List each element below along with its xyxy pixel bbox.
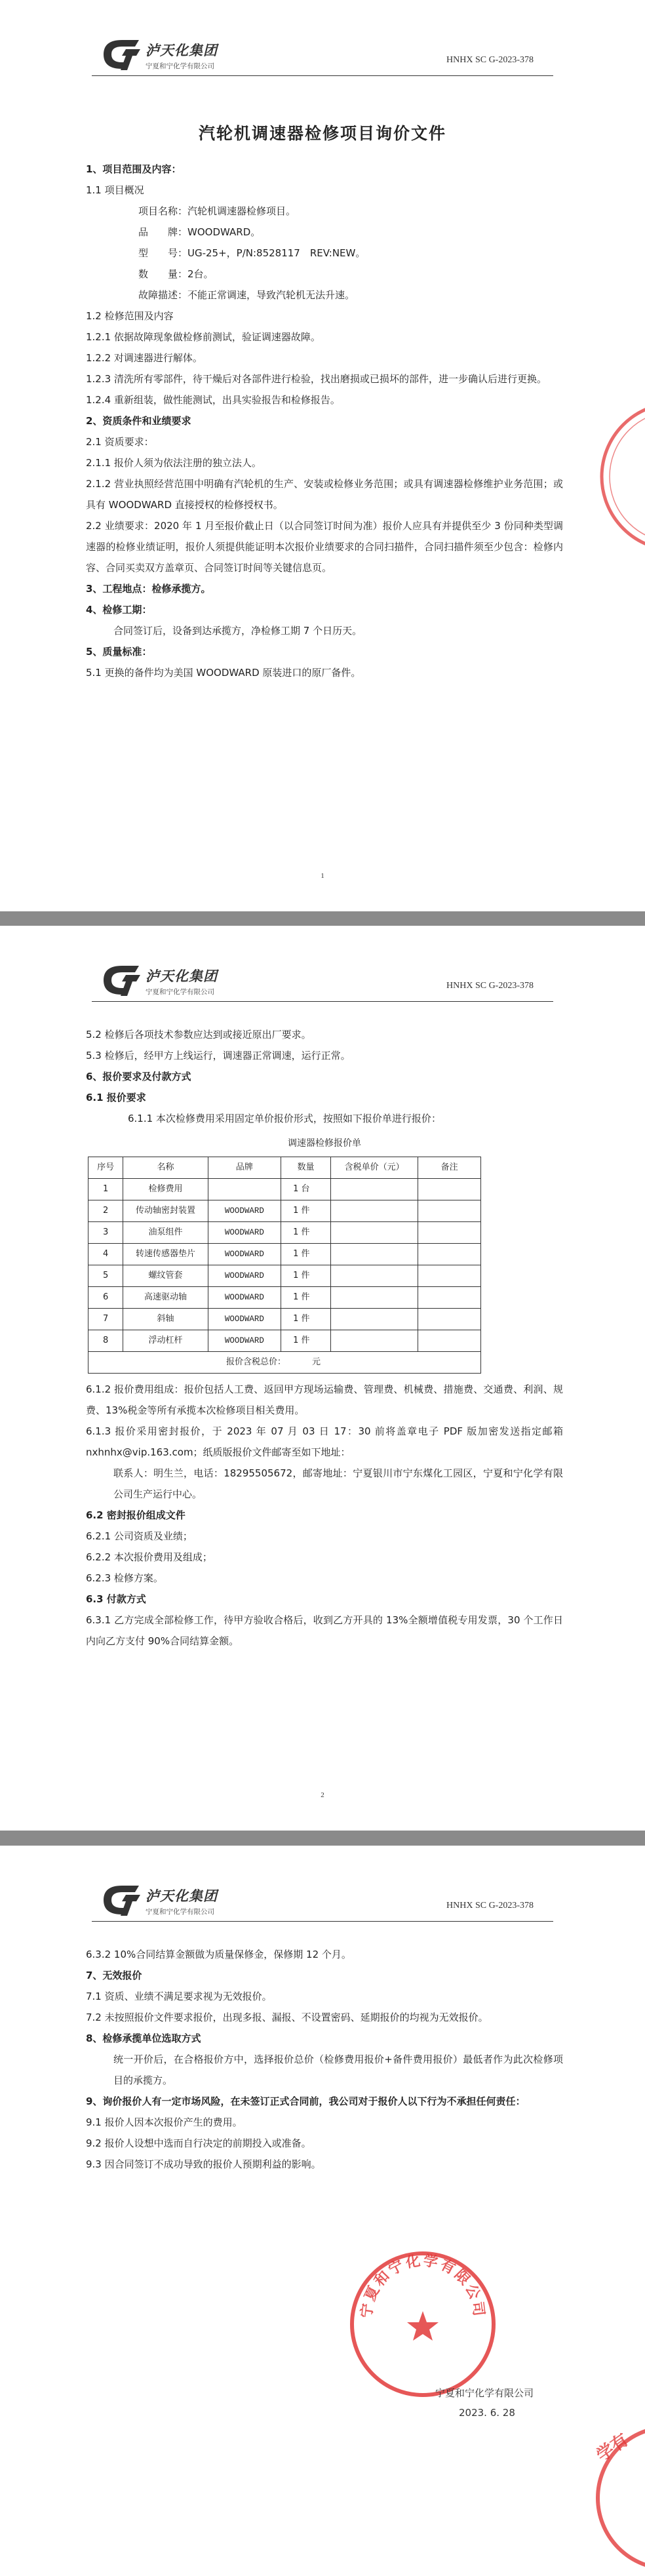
page-3 [0, 1846, 645, 2576]
table-cell: WOODWARD [208, 1200, 281, 1222]
logo-mark-icon [100, 1882, 143, 1920]
table-cell: WOODWARD [208, 1330, 281, 1352]
paragraph-line: 故障描述：不能正常调速，导致汽轮机无法升速。 [138, 289, 355, 301]
paragraph-line: 9.3 因合同签订不成功导致的报价人预期利益的影响。 [86, 2158, 321, 2170]
paragraph-line: 7、无效报价 [86, 1970, 142, 1981]
table-cell: 浮动杠杆 [123, 1330, 208, 1352]
table-cell: 1 [88, 1179, 123, 1200]
paragraph-line: 6.2.3 检修方案。 [86, 1572, 163, 1584]
table-cell: 1 台 [281, 1179, 331, 1200]
header-divider [92, 1921, 553, 1922]
table-cell: 1 件 [281, 1330, 331, 1352]
signature-block [435, 2383, 534, 2423]
table-cell: 6 [88, 1287, 123, 1309]
table-cell: 1 件 [281, 1222, 331, 1244]
paragraph-line: 6.2 密封报价组成文件 [86, 1509, 186, 1521]
table-row [88, 1244, 481, 1265]
table-cell [330, 1287, 418, 1309]
paragraph-line: 5.1 更换的备件均为美国 WOODWARD 原装进口的原厂备件。 [86, 667, 361, 679]
paragraph-line: 1、项目范围及内容： [86, 163, 182, 175]
table-row [88, 1222, 481, 1244]
logo-name: 泸天化集团 [146, 968, 218, 984]
paragraph-line: 6、报价要求及付款方式 [86, 1071, 191, 1082]
table-cell: 传动轴密封装置 [123, 1200, 208, 1222]
table-cell: 1 件 [281, 1287, 331, 1309]
table-cell: 斜轴 [123, 1309, 208, 1330]
paragraph-line: 8、检修承揽单位选取方式 [86, 2032, 201, 2044]
official-seal [347, 2249, 498, 2402]
paragraph-line: 统一开价后，在合格报价方中，选择报价总价（检修费用报价+备件费用报价）最低者作为此次检修项目的承揽方。 [113, 2053, 563, 2086]
table-header-cell: 备注 [418, 1157, 481, 1179]
paragraph-line: 5、质量标准： [86, 646, 152, 658]
logo-subtitle: 宁夏和宁化学有限公司 [146, 987, 214, 996]
table-cell: 1 件 [281, 1265, 331, 1287]
official-seal-partial [590, 2423, 645, 2576]
signature-company: 宁夏和宁化学有限公司 [435, 2387, 534, 2399]
table-cell [330, 1244, 418, 1265]
paragraph-line: 1.2.4 重新组装，做性能测试，出具实验报告和检修报告。 [86, 394, 340, 406]
table-cell: WOODWARD [208, 1244, 281, 1265]
table-header-cell: 序号 [88, 1157, 123, 1179]
page-1 [0, 0, 645, 911]
signature-date: 2023. 6. 28 [458, 2407, 515, 2419]
header-divider [92, 75, 553, 76]
table-cell [418, 1244, 481, 1265]
paragraph-line: 2.1.2 营业执照经营范围中明确有汽轮机的生产、安装或检修业务范围；或具有调速器检修维护业务范围；或具有 WOODWARD 直接授权的检修授权书。 [86, 478, 563, 511]
paragraph-line: 6.2.2 本次报价费用及组成； [86, 1551, 212, 1563]
table-cell [418, 1222, 481, 1244]
total-label: 报价含税总价： [226, 1357, 286, 1367]
logo-subtitle: 宁夏和宁化学有限公司 [146, 1907, 214, 1916]
official-seal-partial [583, 401, 645, 555]
table-row [88, 1179, 481, 1200]
table-row [88, 1287, 481, 1309]
table-cell: 3 [88, 1222, 123, 1244]
paragraph-line: 6.3.2 10%合同结算金额做为质量保修金，保修期 12 个月。 [86, 1949, 351, 1960]
paragraph-line: 4、检修工期： [86, 604, 152, 616]
page-number: 2 [321, 1791, 324, 1799]
paragraph-line: 2.1 资质要求： [86, 436, 154, 448]
document-code: HNHX SC G-2023-378 [446, 981, 534, 991]
table-cell [418, 1179, 481, 1200]
document-title: 汽轮机调速器检修项目询价文件 [198, 124, 446, 143]
table-cell [330, 1330, 418, 1352]
paragraph-line: 9、询价报价人有一定市场风险，在未签订正式合同前，我公司对于报价人以下行为不承担任何责任： [86, 2095, 526, 2107]
logo-name: 泸天化集团 [146, 43, 218, 58]
table-cell [330, 1309, 418, 1330]
table-row [88, 1309, 481, 1330]
logo-name: 泸天化集团 [146, 1888, 218, 1904]
table-row [88, 1200, 481, 1222]
logo-mark-icon [100, 962, 143, 1000]
table-cell [330, 1179, 418, 1200]
paragraph-line: 3、工程地点：检修承揽方。 [86, 583, 211, 595]
seal-text: 宁夏和宁化学有限公司 [359, 2252, 487, 2319]
paragraph-line: 1.2.3 清洗所有零部件，待干燥后对各部件进行检验，找出磨损或已损坏的部件，进一步确认后进行更换。 [86, 373, 547, 385]
paragraph-line: 1.2.1 依据故障现象做检修前测试，验证调速器故障。 [86, 331, 321, 343]
table-cell: 转速传感器垫片 [123, 1244, 208, 1265]
company-logo [100, 35, 218, 75]
table-cell: 2 [88, 1200, 123, 1222]
table-cell [330, 1222, 418, 1244]
table-cell: 1 件 [281, 1200, 331, 1222]
paragraph-line: 1.2 检修范围及内容 [86, 310, 174, 322]
table-cell [418, 1265, 481, 1287]
paragraph-line: 6.1.2 报价费用组成：报价包括人工费、返回甲方现场运输费、管理费、机械费、措施费、交通费、利润、规费、13%税金等所有承揽本次检修项目相关费用。 [86, 1383, 563, 1416]
document-code: HNHX SC G-2023-378 [446, 1901, 534, 1911]
table-cell: 1 件 [281, 1244, 331, 1265]
page-number: 1 [321, 872, 324, 880]
table-cell: 8 [88, 1330, 123, 1352]
paragraph-line: 项目名称：汽轮机调速器检修项目。 [138, 205, 296, 217]
table-cell [418, 1200, 481, 1222]
table-cell [418, 1309, 481, 1330]
paragraph-line: 6.1 报价要求 [86, 1092, 146, 1103]
table-cell: 油泵组件 [123, 1222, 208, 1244]
table-cell [330, 1265, 418, 1287]
table-cell [208, 1179, 281, 1200]
paragraph-line: 6.3.1 乙方完成全部检修工作，待甲方验收合格后，收到乙方开具的 13%全额增值税专用发票，30 个工作日内向乙方支付 90%合同结算金额。 [86, 1614, 563, 1647]
table-cell [418, 1287, 481, 1309]
table-cell: WOODWARD [208, 1309, 281, 1330]
paragraph-line: 1.1 项目概况 [86, 184, 144, 196]
page-header [92, 955, 553, 1002]
table-cell: 5 [88, 1265, 123, 1287]
table-cell: 4 [88, 1244, 123, 1265]
page-2 [0, 926, 645, 1831]
paragraph-line: 1.2.2 对调速器进行解体。 [86, 352, 203, 364]
paragraph-line: 6.2.1 公司资质及业绩； [86, 1530, 193, 1542]
seal-partial-text: 学有 [593, 2430, 633, 2466]
table-cell: 螺纹管套 [123, 1265, 208, 1287]
table-header-cell: 含税单价（元） [330, 1157, 418, 1179]
table-header-cell: 品牌 [208, 1157, 281, 1179]
logo-mark-icon [100, 36, 143, 74]
svg-text:宁夏和宁化学有限公司 [359, 2252, 487, 2319]
table-cell [330, 1200, 418, 1222]
paragraph-line: 9.2 报价人设想中选而自行决定的前期投入或准备。 [86, 2137, 311, 2149]
page-3-body [86, 1944, 563, 2175]
total-unit: 元 [312, 1357, 321, 1367]
table-header-cell: 名称 [123, 1157, 208, 1179]
paragraph-line: 联系人：明生兰，电话：18295505672，邮寄地址：宁夏银川市宁东煤化工园区，宁夏和宁化学有限公司生产运行中心。 [113, 1467, 563, 1500]
paragraph-line: 品 牌：WOODWARD。 [138, 226, 261, 238]
paragraph-line: 9.1 报价人因本次报价产生的费用。 [86, 2116, 243, 2128]
paragraph-line: 6.3 付款方式 [86, 1593, 146, 1605]
table-cell: WOODWARD [208, 1222, 281, 1244]
paragraph-line: 6.1.3 报价采用密封报价，于 2023 年 07 月 03 日 17：30 前将盖章电子 PDF 版加密发送指定邮箱 nxhnhx@vip.163.com；纸质版报价文件邮寄至如下地址： [86, 1425, 563, 1458]
page-1-body [86, 159, 563, 683]
paragraph-line: 5.3 检修后，经甲方上线运行，调速器正常调速，运行正常。 [86, 1050, 351, 1061]
page-header [92, 1874, 553, 1922]
paragraph-line: 7.1 资质、业绩不满足要求视为无效报价。 [86, 1991, 272, 2002]
quote-table-caption: 调速器检修报价单 [288, 1138, 361, 1149]
table-header-cell: 数量 [281, 1157, 331, 1179]
table-cell: 高速驱动轴 [123, 1287, 208, 1309]
paragraph-line: 合同签订后，设备到达承揽方，净检修工期 7 个日历天。 [113, 625, 362, 637]
table-row [88, 1330, 481, 1352]
paragraph-line: 6.1.1 本次检修费用采用固定单价报价形式，按照如下报价单进行报价： [128, 1113, 441, 1124]
table-cell: 1 件 [281, 1309, 331, 1330]
paragraph-line: 数 量：2台。 [138, 268, 214, 280]
table-cell: 7 [88, 1309, 123, 1330]
paragraph-line: 型 号：UG-25+，P/N:8528117 REV:NEW。 [138, 247, 366, 259]
quote-table [88, 1157, 481, 1374]
paragraph-line: 2、资质条件和业绩要求 [86, 415, 191, 427]
paragraph-line: 5.2 检修后各项技术参数应达到或接近原出厂要求。 [86, 1029, 311, 1040]
table-cell: 检修费用 [123, 1179, 208, 1200]
table-row [88, 1265, 481, 1287]
paragraph-line: 2.2 业绩要求：2020 年 1 月至报价截止日（以合同签订时间为准）报价人应具有并提供至少 3 份同种类型调速器的检修业绩证明，报价人须提供能证明本次报价业绩要求的合同扫描件，合同扫描件须至少包含：检修内容、合同买卖双方盖章页、合同签订时间等关键信息页。 [86, 520, 563, 574]
table-total-row [88, 1352, 481, 1374]
logo-subtitle: 宁夏和宁化学有限公司 [146, 62, 214, 70]
company-logo [100, 1881, 218, 1920]
paragraph-line: 2.1.1 报价人须为依法注册的独立法人。 [86, 457, 262, 469]
page-2-body [86, 1024, 563, 1652]
table-cell [418, 1330, 481, 1352]
table-cell: WOODWARD [208, 1287, 281, 1309]
table-cell: WOODWARD [208, 1265, 281, 1287]
company-logo [100, 961, 218, 1001]
document-code: HNHX SC G-2023-378 [446, 55, 534, 65]
page-header [92, 29, 553, 76]
paragraph-line: 7.2 未按照报价文件要求报价，出现多报、漏报、不设置密码、延期报价的均视为无效报价。 [86, 2011, 488, 2023]
header-divider [92, 1001, 553, 1002]
